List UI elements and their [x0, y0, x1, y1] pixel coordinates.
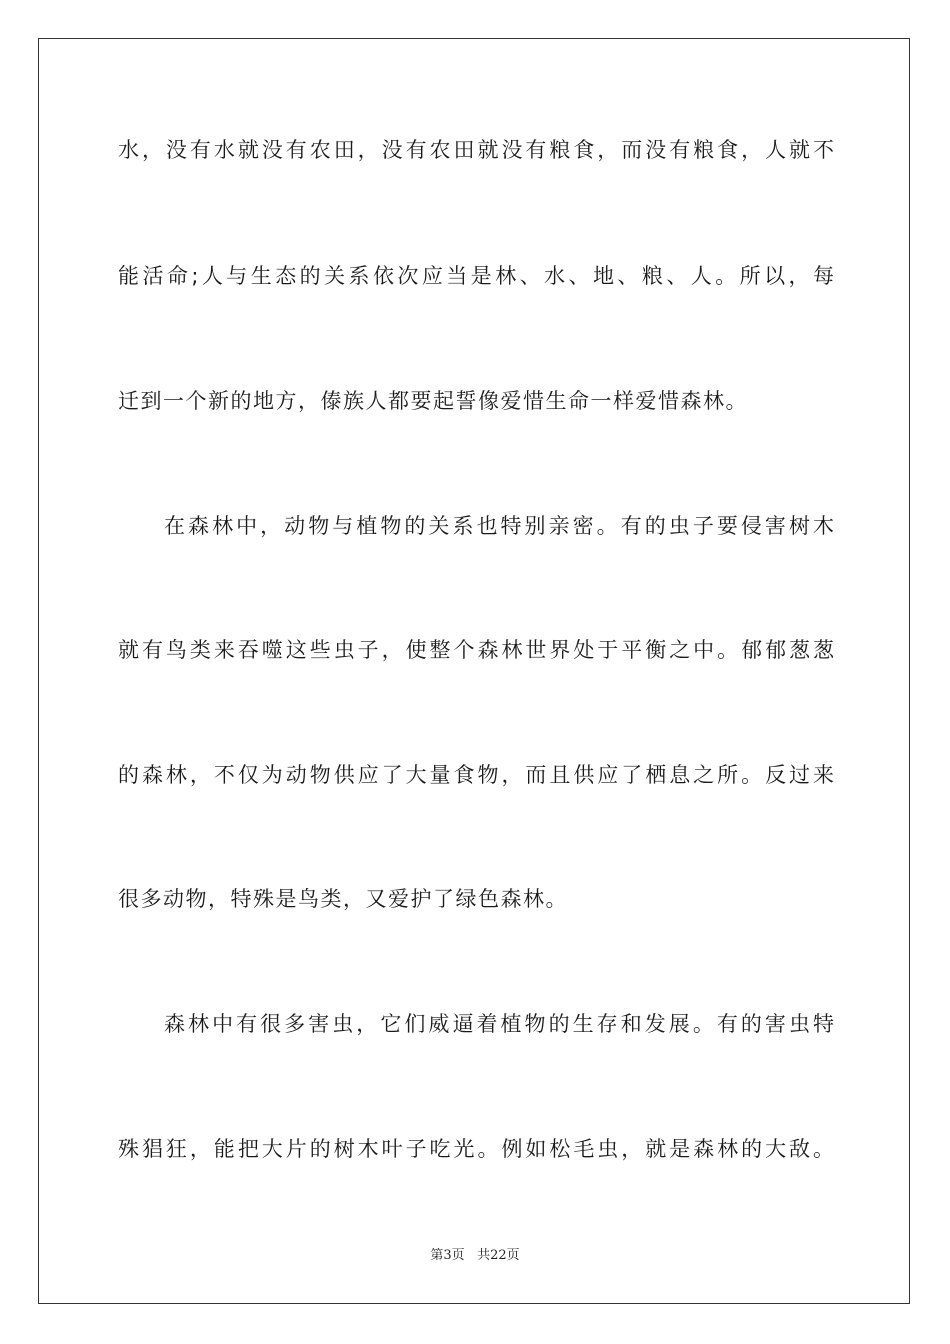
paragraph-line: 就有鸟类来吞噬这些虫子，使整个森林世界处于平衡之中。郁郁葱葱: [118, 638, 834, 662]
paragraph-line: 殊猖狂，能把大片的树木叶子吃光。例如松毛虫，就是森林的大敌。: [118, 1137, 834, 1161]
page-number: 第3页: [430, 1248, 465, 1263]
paragraph-line: 的森林，不仅为动物供应了大量食物，而且供应了栖息之所。反过来: [118, 763, 834, 787]
paragraph-line: 在森林中，动物与植物的关系也特别亲密。有的虫子要侵害树木: [164, 514, 834, 538]
page-footer: [0, 1247, 950, 1265]
page-border: [38, 38, 910, 1304]
paragraph-line: 水，没有水就没有农田，没有农田就没有粮食，而没有粮食，人就不: [118, 138, 834, 162]
paragraph-line: 迁到一个新的地方，傣族人都要起誓像爱惜生命一样爱惜森林。: [118, 389, 748, 413]
paragraph-line: 能活命;人与生态的关系依次应当是林、水、地、粮、人。所以，每: [118, 264, 834, 288]
paragraph-line: 很多动物，特殊是鸟类，又爱护了绿色森林。: [118, 887, 568, 911]
page-total: 共22页: [477, 1248, 520, 1263]
paragraph-line: 森林中有很多害虫，它们威逼着植物的生存和发展。有的害虫特: [164, 1012, 834, 1036]
